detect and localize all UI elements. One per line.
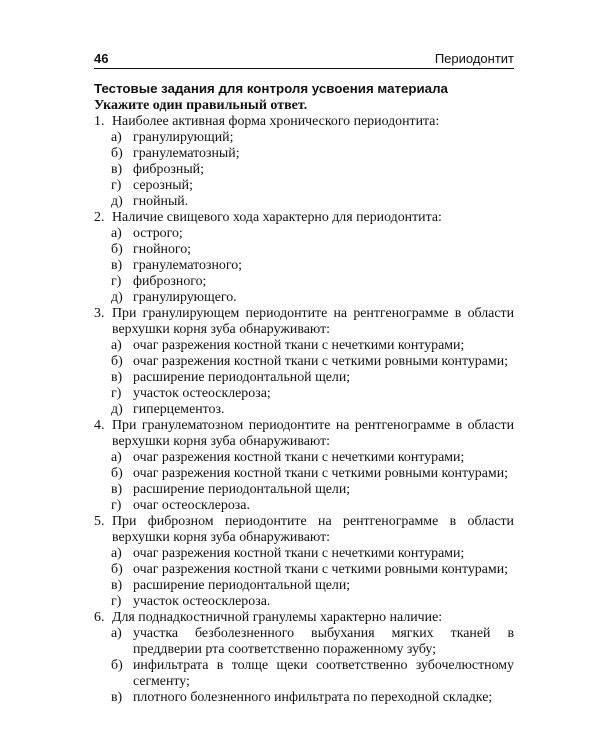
question-text: Наличие свищевого хода характерно для периодонтита: xyxy=(112,210,442,225)
answer-option xyxy=(111,146,514,162)
option-text: очаг разрежения костной ткани с четкими ровными контурами; xyxy=(133,562,508,577)
question-2 xyxy=(94,210,514,306)
option-letter: б) xyxy=(111,242,123,257)
answer-option xyxy=(111,386,514,402)
answer-option xyxy=(111,290,514,306)
option-text: очаг остеосклероза. xyxy=(133,498,250,513)
answer-option xyxy=(111,482,514,498)
option-text: участок остеосклероза. xyxy=(133,594,271,609)
section-title: Тестовые задания для контроля усвоения материала xyxy=(94,81,448,96)
answer-option xyxy=(111,498,514,514)
option-letter: а) xyxy=(111,338,122,353)
question-number: 3. xyxy=(94,306,105,321)
answer-option xyxy=(111,578,514,594)
option-text: серозный; xyxy=(133,178,193,193)
option-letter: в) xyxy=(111,578,123,593)
question-list xyxy=(94,114,514,706)
question-text: При гранулирующем периодонтите на рентгенограмме в области верхушки корня зуба обнаруживают: xyxy=(112,306,514,337)
question-number: 5. xyxy=(94,514,105,529)
answer-option xyxy=(111,194,514,210)
answer-option xyxy=(111,402,514,418)
option-letter: а) xyxy=(111,226,122,241)
answer-option xyxy=(111,626,514,658)
option-text: гранулирующий; xyxy=(133,130,234,145)
option-letter: г) xyxy=(111,274,122,289)
option-letter: б) xyxy=(111,146,123,161)
answer-option xyxy=(111,562,514,578)
option-letter: д) xyxy=(111,290,123,305)
option-text: плотного болезненного инфильтрата по переходной складке; xyxy=(133,690,493,705)
answer-option xyxy=(111,658,514,690)
option-letter: а) xyxy=(111,130,122,145)
answer-option xyxy=(111,226,514,242)
option-letter: в) xyxy=(111,370,123,385)
option-text: фиброзный; xyxy=(133,162,204,177)
question-stem xyxy=(94,210,514,226)
instruction: Укажите один правильный ответ. xyxy=(94,98,308,113)
option-letter: а) xyxy=(111,546,122,561)
running-title: Периодонтит xyxy=(434,51,514,66)
option-letter: а) xyxy=(111,626,122,641)
option-letter: г) xyxy=(111,498,122,513)
option-letter: б) xyxy=(111,562,123,577)
answer-option xyxy=(111,690,514,706)
option-text: расширение периодонтальной щели; xyxy=(133,370,351,385)
answer-option xyxy=(111,450,514,466)
question-text: При гранулематозном периодонтите на рентгенограмме в области верхушки корня зуба обнаруживают: xyxy=(112,418,514,449)
question-stem xyxy=(94,418,514,450)
option-letter: д) xyxy=(111,402,123,417)
option-letter: б) xyxy=(111,354,123,369)
answer-option xyxy=(111,178,514,194)
option-text: очаг разрежения костной ткани с четкими ровными контурами; xyxy=(133,354,508,369)
page-number: 46 xyxy=(94,51,109,66)
option-letter: в) xyxy=(111,690,123,705)
option-text: гранулематозный; xyxy=(133,146,240,161)
question-5 xyxy=(94,514,514,610)
question-stem xyxy=(94,514,514,546)
answer-option xyxy=(111,370,514,386)
option-text: гнойного; xyxy=(133,242,192,257)
option-text: гнойный. xyxy=(133,194,189,209)
page-content xyxy=(94,80,514,706)
question-6 xyxy=(94,610,514,706)
answer-option xyxy=(111,354,514,370)
question-1 xyxy=(94,114,514,210)
option-text: инфильтрата в толще щеки соответственно зубочелюстному сегменту; xyxy=(133,658,514,689)
option-text: гиперцементоз. xyxy=(133,402,225,417)
option-text: гранулирующего. xyxy=(133,290,237,305)
answer-option xyxy=(111,466,514,482)
option-text: гранулематозного; xyxy=(133,258,243,273)
option-letter: в) xyxy=(111,162,123,177)
header-rule xyxy=(94,68,514,69)
option-letter: в) xyxy=(111,482,123,497)
option-text: участок остеосклероза; xyxy=(133,386,271,401)
answer-option xyxy=(111,258,514,274)
option-text: острого; xyxy=(133,226,183,241)
answer-option xyxy=(111,546,514,562)
question-text: Для поднадкостничной гранулемы характерно наличие: xyxy=(112,610,443,625)
option-letter: в) xyxy=(111,258,123,273)
question-stem xyxy=(94,610,514,626)
option-letter: б) xyxy=(111,658,123,673)
answer-option xyxy=(111,130,514,146)
answer-option xyxy=(111,162,514,178)
option-text: расширение периодонтальной щели; xyxy=(133,578,351,593)
option-letter: г) xyxy=(111,594,122,609)
option-text: очаг разрежения костной ткани с четкими ровными контурами; xyxy=(133,466,508,481)
question-stem xyxy=(94,114,514,130)
option-letter: б) xyxy=(111,466,123,481)
option-text: участка безболезненного выбухания мягких тканей в преддверии рта соответственно пораженному зубу; xyxy=(133,626,514,657)
option-text: очаг разрежения костной ткани с нечеткими контурами; xyxy=(133,546,465,561)
option-text: очаг разрежения костной ткани с нечеткими контурами; xyxy=(133,338,465,353)
question-stem xyxy=(94,306,514,338)
question-4 xyxy=(94,418,514,514)
question-3 xyxy=(94,306,514,418)
option-text: фиброзного; xyxy=(133,274,207,289)
option-letter: а) xyxy=(111,450,122,465)
question-number: 1. xyxy=(94,114,105,129)
question-text: Наиболее активная форма хронического периодонтита: xyxy=(112,114,440,129)
option-text: очаг разрежения костной ткани с нечеткими контурами; xyxy=(133,450,465,465)
question-number: 2. xyxy=(94,210,105,225)
question-number: 4. xyxy=(94,418,105,433)
page-header xyxy=(94,47,514,69)
option-text: расширение периодонтальной щели; xyxy=(133,482,351,497)
option-letter: г) xyxy=(111,178,122,193)
question-text: При фиброзном периодонтите на рентгенограмме в области верхушки корня зуба обнаруживают: xyxy=(112,514,514,545)
answer-option xyxy=(111,274,514,290)
option-letter: г) xyxy=(111,386,122,401)
answer-option xyxy=(111,594,514,610)
option-letter: д) xyxy=(111,194,123,209)
answer-option xyxy=(111,242,514,258)
answer-option xyxy=(111,338,514,354)
question-number: 6. xyxy=(94,610,105,625)
